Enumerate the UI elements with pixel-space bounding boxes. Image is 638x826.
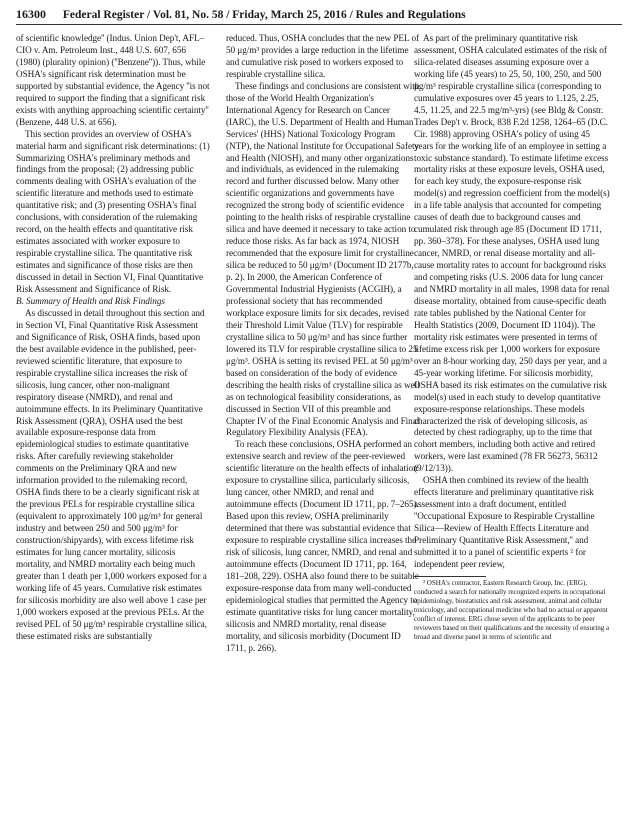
column-2: [226, 33, 420, 655]
column-3: [414, 33, 610, 642]
paragraph: of scientific knowledge'' (Indus. Union Dep't, AFL–CIO v. Am. Petroleum Inst., 448 U.S. 607, 656 (1980) (plurality opinion) (''Benzene'')). Thus, while OSHA's significant risk determination must be supported by substantial evidence, the Agency ''is not required to support the finding that a significant risk exists with anything approaching scientific certainty'' (Benzene, 448 U.S. at 656).: [16, 33, 210, 127]
paragraph: These findings and conclusions are consistent with those of the World Health Organization's International Agency for Research on Cancer (IARC), the U.S. Department of Health and Human Services' (HHS) National Toxicology Program (NTP), the National Institute for Occupational Safety and Health (NIOSH), and many other organizations and individuals, as evidenced in the rulemaking record and further discussed below. Many other scientific organizations and governments have recognized the strong body of scientific evidence pointing to the health risks of respirable crystalline silica and have deemed it necessary to take action to reduce those risks. As far back as 1974, NIOSH recommended that the exposure limit for crystalline silica be reduced to 50 μg/m³ (Document ID 2177b, p. 2). In 2000, the American Conference of Governmental Industrial Hygienists (ACGIH), a professional society that has recommended workplace exposure limits for six decades, revised their Threshold Limit Value (TLV) for respirable crystalline silica to 50 μg/m³ and has since further lowered its TLV for respirable crystalline silica to 25 μg/m³. OSHA is setting its revised PEL at 50 μg/m³ based on consideration of the body of evidence describing the health risks of crystalline silica as well as on technological feasibility considerations, as discussed in Section VII of this preamble and Chapter IV of the Final Economic Analysis and Final Regulatory Flexibility Analysis (FEA).: [226, 80, 420, 438]
page-number: 16300: [16, 7, 46, 21]
paragraph: As discussed in detail throughout this section and in Section VI, Final Quantitative Risk Assessment and Significance of Risk, OSHA finds, based upon the best available evidence in the published, peer-reviewed scientific literature, that exposure to respirable crystalline silica increases the risk of silicosis, lung cancer, other non-malignant respiratory disease (NMRD), and renal and autoimmune effects. In its Preliminary Quantitative Risk Assessment (QRA), OSHA used the best available exposure-response data from epidemiological studies to estimate quantitative risks. After carefully reviewing stakeholder comments on the Preliminary QRA and new information provided to the rulemaking record, OSHA finds there to be a clearly significant risk at the previous PELs for respirable crystalline silica (equivalent to approximately 100 μg/m³ for general industry and between 250 and 500 μg/m³ for construction/shipyards), with excess lifetime risk estimates for lung cancer mortality, silicosis mortality, and NMRD mortality each being much greater than 1 death per 1,000 workers exposed for a working life of 45 years. Cumulative risk estimates for silicosis morbidity are also well above 1 case per 1,000 workers exposed at the previous PELs. At the revised PEL of 50 μg/m³ respirable crystalline silica, these estimated risks are substantially: [16, 307, 207, 641]
paragraph: As part of the preliminary quantitative risk assessment, OSHA calculated estimates of the risk of silica-related diseases assuming exposure over a working life (45 years) to 25, 50, 100, 250, and 500 μg/m³ respirable crystalline silica (corresponding to cumulative exposures over 45 years to 1.125, 2.25, 4.5, 11.25, and 22.5 mg/m³-yrs) (see Bldg & Constr. Trades Dep't v. Brock, 838 F.2d 1258, 1264–65 (D.C. Cir. 1988) approving OSHA's policy of using 45 years for the working life of an employee in setting a toxic substance standard). To estimate lifetime excess mortality risks at these exposure levels, OSHA used, for each key study, the exposure-response risk model(s) and regression coefficient from the model(s) in a life table analysis that accounted for competing causes of death due to background causes and cumulated risk through age 85 (Document ID 1711, pp. 360–378). For these analyses, OSHA used lung cancer, NMRD, or renal disease mortality and all-cause mortality rates to account for background risks and competing risks (U.S. 2006 data for lung cancer and NMRD mortality in all males, 1998 data for renal disease mortality, obtained from cause-specific death rate tables published by the National Center for Health Statistics (2009, Document ID 1104)). The mortality risk estimates were presented in terms of lifetime excess risk per 1,000 workers for exposure over an 8-hour working day, 250 days per year, and a 45-year working lifetime. For silicosis morbidity, OSHA based its risk estimates on the cumulative risk model(s) used in each study to develop quantitative exposure-response relationships. These models characterized the risk of developing silicosis, as detected by chest radiography, up to the time that cohort members, including both active and retired workers, were last examined (78 FR 56273, 56312 (9/12/13)).: [414, 33, 610, 474]
paragraph: To reach these conclusions, OSHA performed an extensive search and review of the peer-reviewed scientific literature on the health effects of inhalation exposure to crystalline silica, particularly silicosis, lung cancer, other NMRD, and renal and autoimmune effects (Document ID 1711, pp. 7–265). Based upon this review, OSHA preliminarily determined that there was substantial evidence that exposure to respirable crystalline silica increases the risk of silicosis, lung cancer, NMRD, and renal and autoimmune effects (Document ID 1711, pp. 164, 181–208, 229). OSHA also found there to be suitable exposure-response data from many well-conducted epidemiological studies that permitted the Agency to estimate quantitative risks for lung cancer mortality, silicosis and NMRD mortality, renal disease mortality, and silicosis morbidity (Document ID 1711, p. 266).: [226, 439, 419, 653]
running-header: [16, 7, 622, 23]
header-rule: [16, 24, 622, 25]
footnote-rule: [414, 576, 486, 577]
running-head: Federal Register / Vol. 81, No. 58 / Friday, March 25, 2016 / Rules and Regulations: [62, 9, 466, 21]
paragraph: OSHA then combined its review of the health effects literature and preliminary quantitative risk assessment into a draft document, entitled ''Occupational Exposure to Respirable Crystalline Silica—Review of Health Effects Literature and Preliminary Quantitative Risk Assessment,'' and submitted it to a panel of scientific experts ² for independent peer review,: [414, 475, 595, 569]
footnote: ² OSHA's contractor, Eastern Research Group, Inc. (ERG), conducted a search for nationally recognized experts in occupational epidemiology, biostatistics and risk assessment, animal and cellular toxicology, and occupational medicine who had no actual or apparent conflict of interest. ERG chose seven of the applicants to be peer reviewers based on their qualifications and the necessity of ensuring a broad and diverse panel in terms of scientific and: [414, 578, 610, 641]
paragraph: reduced. Thus, OSHA concludes that the new PEL of 50 μg/m³ provides a large reduction in the lifetime and cumulative risk posed to workers exposed to respirable crystalline silica.: [226, 33, 419, 79]
paragraph: This section provides an overview of OSHA's material harm and significant risk determinations: (1) Summarizing OSHA's preliminary methods and findings from the proposal; (2) addressing public comments dealing with OSHA's evaluation of the scientific literature and methods used to estimate quantitative risk; and (3) presenting OSHA's final conclusions, with consideration of the rulemaking record, on the health effects and quantitative risk estimates associated with worker exposure to respirable crystalline silica. The quantitative risk estimates and significance of those risks are then discussed in detail in Section VI, Final Quantitative Risk Assessment and Significance of Risk.: [16, 128, 210, 295]
column-1: [16, 33, 210, 643]
section-heading: B. Summary of Health and Risk Findings: [16, 295, 165, 306]
